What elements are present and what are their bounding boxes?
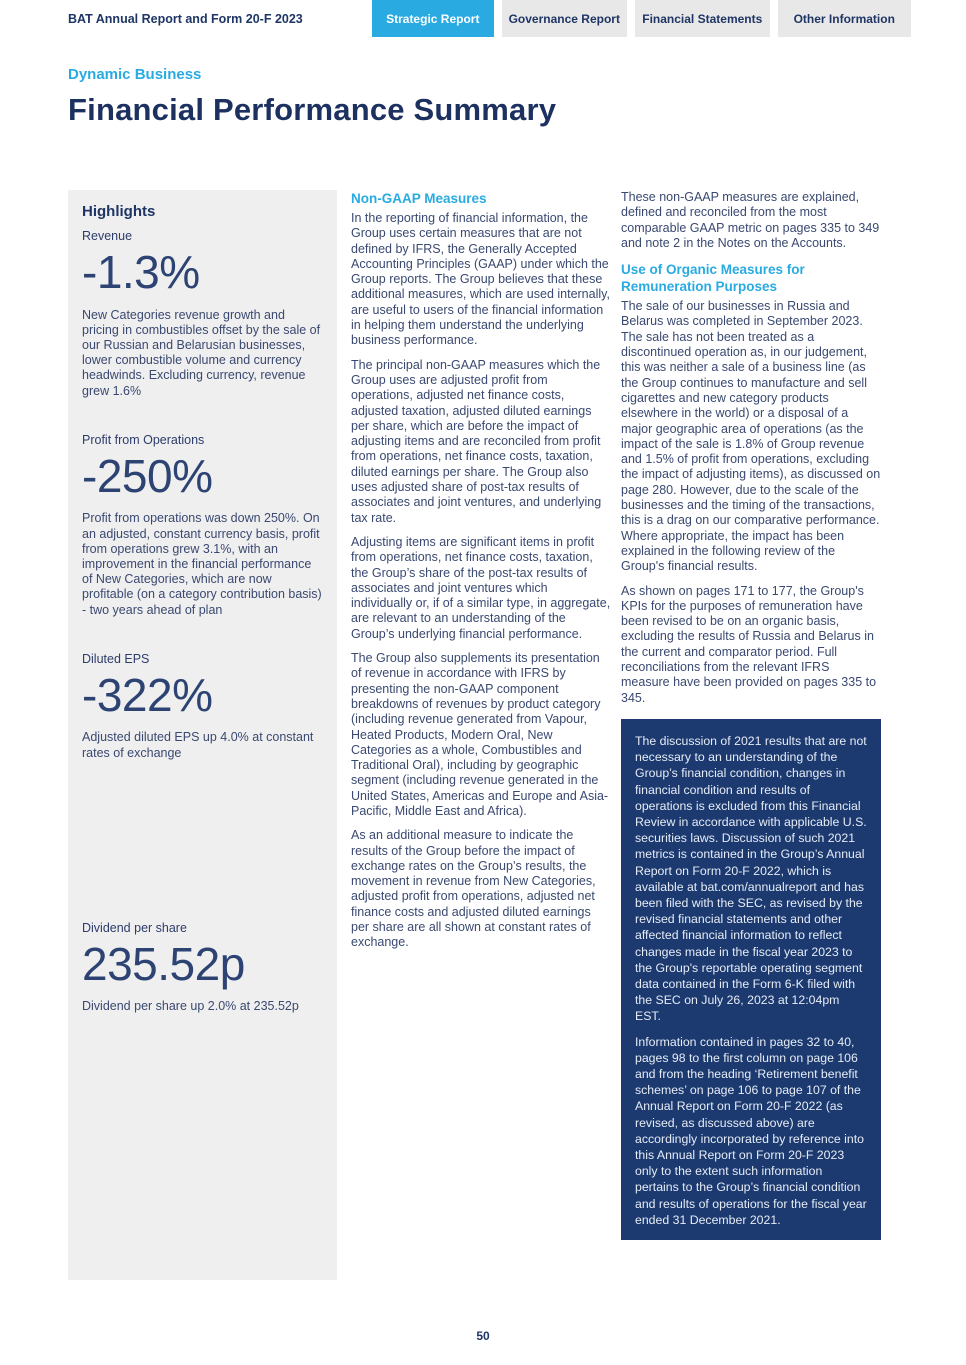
notice-paragraph: Information contained in pages 32 to 40, pages 98 to the first column on page 106 and from the heading ‘Retirement benefit schemes’ on page 106 to page 107 of the Annual Report on Form 20-F 2022 (as revised, as discussed above) are accordingly incorporated by reference into this Annual Report on Form 20-F 2023 only to the extent such information pertains to the Group’s financial condition and results of operations for the fiscal year ended 31 December 2021. <box>635 1034 867 1227</box>
content-columns <box>0 190 966 1280</box>
securities-notice-box <box>621 719 881 1240</box>
paragraph: The Group also supplements its presentation of revenue in accordance with IFRS by presenting the non-GAAP component breakdowns of revenues by product category (including revenue generated from Vapour, Heated Products, Modern Oral, New Categories as a whole, Combustibles and Traditional Oral), including by geographic segment (including revenue generated in the United States, Americas and Europe and Asia-Pacific, Middle East and Africa). <box>351 651 609 818</box>
stat-dividend-per-share <box>82 921 323 1015</box>
tab-other-information[interactable]: Other Information <box>778 0 911 37</box>
tab-governance-report[interactable]: Governance Report <box>502 0 627 37</box>
stat-value: 235.52p <box>82 937 245 990</box>
stat-profit-from-operations <box>82 433 323 618</box>
page-number: 50 <box>476 1329 490 1343</box>
organic-heading: Use of Organic Measures for Remuneration Purposes <box>621 262 805 295</box>
page-footer <box>0 1327 966 1345</box>
stat-diluted-eps <box>82 652 323 761</box>
top-bar <box>0 0 966 37</box>
stat-value: -1.3% <box>82 246 200 298</box>
stat-label: Revenue <box>82 229 133 243</box>
paragraph: As an additional measure to indicate the results of the Group before the impact of exchange rates on the Group’s results, the movement in revenue from New Categories, adjusted profit from operations, adjusted net finance costs and adjusted diluted earnings per share are all shown at constant rates of exchange. <box>351 828 596 950</box>
organic-column <box>621 190 881 1280</box>
paragraph: These non-GAAP measures are explained, defined and reconciled from the most comparable GAAP metric on pages 335 to 349 and note 2 in the Notes on the Accounts. <box>621 190 880 250</box>
stat-description: Adjusted diluted EPS up 4.0% at constant rates of exchange <box>82 730 314 760</box>
notice-paragraph: The discussion of 2021 results that are not necessary to an understanding of the Group’s financial condition, changes in financial condition and results of operations is excluded from this Financial Review in accordance with applicable U.S. securities laws. Discussion of such 2021 metrics is contained in the Group’s Annual Report on Form 20-F 2022, which is available at bat.com/annualreport and has been filed with the SEC, as revised by the revised financial statements and other affected financial information to reflect changes made in the fiscal year 2023 to the Group's reportable operating segment data contained in the Form 6-K filed with the SEC on July 26, 2023 at 12:04pm EST. <box>635 733 867 1024</box>
section-label: Dynamic Business <box>68 66 202 83</box>
paragraph: In the reporting of financial information, the Group uses certain measures that are not defined by IFRS, the Generally Accepted Accounting Principles (GAAP) under which the Group reports. The Group believes that these additional measures, which are used internally, are useful to users of the financial information in helping them understand the underlying business performance. <box>351 211 610 348</box>
stat-value: -250% <box>82 449 213 502</box>
page-head <box>0 37 966 128</box>
highlights-heading: Highlights <box>82 203 156 220</box>
stat-description: Dividend per share up 2.0% at 235.52p <box>82 999 299 1014</box>
page-title: Financial Performance Summary <box>68 92 557 127</box>
stat-revenue <box>82 229 323 399</box>
paragraph: The principal non-GAAP measures which the Group uses are adjusted profit from operations, adjusted net finance costs, adjusted taxation, adjusted diluted earnings per share, which are before the impact of adjusting items and are reconciled from profit from operations, net finance costs, taxation, diluted earnings per share. The Group also uses adjusted share of post-tax results of associates and joint ventures, and underlying tax rate. <box>351 357 602 525</box>
paragraph: As shown on pages 171 to 177, the Group's KPIs for the purposes of remuneration have been revised to be on an organic basis, excluding the results of Russia and Belarus in the current and comparator period. Full reconciliations from the relevant IFRS measure have been provided on pages 335 to 345. <box>621 583 877 705</box>
report-title: BAT Annual Report and Form 20-F 2023 <box>68 11 303 26</box>
top-nav <box>372 0 911 37</box>
paragraph: The sale of our businesses in Russia and Belarus was completed in September 2023. The sale has not been treated as a discontinued operation as, in our judgement, this was neither a sale of a business line (as the Group continues to manufacture and sell cigarettes and new category products elsewhere in the world) or a disposal of a major geographic area of operations (as the impact of the sale is 1.8% of Group revenue and 1.5% of profit from operations, excluding the impact of adjusting items), as discussed on page 280. However, due to the scale of the businesses and the timing of the transactions, this is a drag on our comparative performance. Where appropriate, the impact has been explained in the following review of the Group's financial results. <box>621 299 881 574</box>
stat-label: Profit from Operations <box>82 432 205 447</box>
non-gaap-heading: Non-GAAP Measures <box>351 191 487 206</box>
stat-value: -322% <box>82 668 213 721</box>
stat-label: Dividend per share <box>82 920 187 935</box>
tab-financial-statements[interactable]: Financial Statements <box>635 0 770 37</box>
paragraph: Adjusting items are significant items in profit from operations, net finance costs, taxation, the Group’s share of the post-tax results of associates and joint ventures which individually or, if of a similar type, in aggregate, are relevant to an understanding of the Group’s underlying financial performance. <box>351 534 611 641</box>
non-gaap-column <box>351 190 611 1280</box>
stat-description: Profit from operations was down 250%. On an adjusted, constant currency basis, profit from operations grew 3.1%, with an improvement in the financial performance of New Categories, which are now profitable (on a category contribution basis) - two years ahead of plan <box>82 511 322 617</box>
highlights-panel <box>68 190 337 1280</box>
tab-strategic-report[interactable]: Strategic Report <box>372 0 494 37</box>
stat-description: New Categories revenue growth and pricing in combustibles offset by the sale of our Russian and Belarusian businesses, lower combustible volume and currency headwinds. Excluding currency, revenue grew 1.6% <box>82 307 321 398</box>
stat-label: Diluted EPS <box>82 651 150 666</box>
